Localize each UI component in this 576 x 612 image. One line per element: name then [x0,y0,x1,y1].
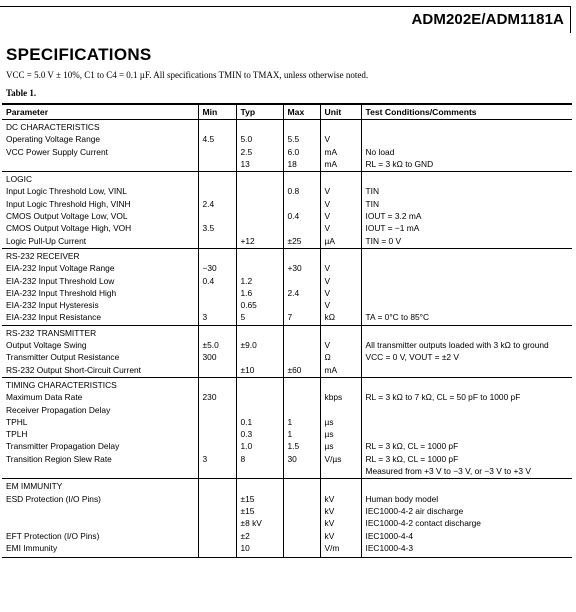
empty-cell [320,377,361,392]
typ-cell: 8 [236,454,283,466]
section-header-row [2,172,572,187]
typ-cell [236,186,283,198]
parameter-cell [2,466,198,479]
max-cell: 1 [283,429,320,441]
condition-cell: RL = 3 kΩ to GND [361,159,572,172]
parameter-cell: TPLH [6,429,28,440]
unit-cell: V [320,276,361,288]
typ-cell: 10 [236,543,283,558]
empty-cell [283,120,320,135]
typ-cell [236,199,283,211]
table-row [2,223,572,235]
min-cell [198,147,236,159]
typ-cell [236,263,283,275]
unit-cell [320,405,361,417]
condition-cell: RL = 3 kΩ, CL = 1000 pF [361,441,572,453]
unit-cell: V/µs [320,454,361,466]
condition-cell [361,300,572,312]
table-row [2,276,572,288]
min-cell [198,518,236,530]
section-title: TIMING CHARACTERISTICS [2,377,198,392]
empty-cell [236,172,283,187]
empty-cell [236,325,283,340]
table-row [2,263,572,275]
condition-cell: TIN [361,199,572,211]
max-cell: 0.4 [283,211,320,223]
unit-cell: kV [320,531,361,543]
table-row [2,312,572,325]
min-cell [198,405,236,417]
parameter-cell: Input Logic Threshold High, VINH [6,198,131,209]
table-row [2,340,572,352]
unit-cell: kbps [320,392,361,404]
typ-cell: +12 [236,236,283,249]
min-cell [198,543,236,558]
section-header-row [2,120,572,135]
parameter-cell: EIA-232 Input Voltage Range [6,263,115,274]
max-cell [283,531,320,543]
typ-cell: ±8 kV [236,518,283,530]
empty-cell [283,172,320,187]
empty-cell [361,248,572,263]
table-row [2,236,572,249]
empty-cell [236,479,283,494]
unit-cell [320,466,361,479]
typ-cell: 0.65 [236,300,283,312]
parameter-cell: Input Logic Threshold Low, VINL [6,186,127,197]
table-row [2,365,572,378]
unit-cell: mA [320,159,361,172]
condition-cell: IEC1000-4-3 [361,543,572,558]
parameter-cell: EIA-232 Input Threshold High [6,287,117,298]
part-number: ADM202E/ADM1181A [411,11,564,28]
max-cell [283,494,320,506]
condition-cell: TIN [361,186,572,198]
parameter-cell: VCC Power Supply Current [6,146,108,157]
table-header-row [2,104,572,120]
empty-cell [320,120,361,135]
max-cell [283,506,320,518]
condition-cell: All transmitter outputs loaded with 3 kΩ to ground [361,340,572,352]
unit-cell: Ω [320,352,361,364]
min-cell: 3 [198,454,236,466]
typ-cell [236,223,283,235]
table-row [2,186,572,198]
unit-cell: kΩ [320,312,361,325]
typ-cell: ±10 [236,365,283,378]
typ-cell [236,392,283,404]
page-title: SPECIFICATIONS [6,45,152,64]
column-header: Max [283,104,320,120]
parameter-cell: RS-232 Output Short-Circuit Current [6,364,141,375]
parameter-cell: CMOS Output Voltage High, VOH [6,223,132,234]
max-cell [283,405,320,417]
condition-cell [361,134,572,146]
empty-cell [283,325,320,340]
min-cell: 2.4 [198,199,236,211]
parameter-cell: Maximum Data Rate [6,392,83,403]
typ-cell: 13 [236,159,283,172]
min-cell: 4.5 [198,134,236,146]
min-cell [198,300,236,312]
parameter-cell: CMOS Output Voltage Low, VOL [6,211,128,222]
table-row [2,454,572,466]
parameter-cell: EIA-232 Input Resistance [6,312,101,323]
condition-cell: No load [361,147,572,159]
parameter-cell: Operating Voltage Range [6,134,101,145]
unit-cell: V [320,263,361,275]
min-cell [198,236,236,249]
max-cell: ±25 [283,236,320,249]
empty-cell [283,248,320,263]
max-cell [283,223,320,235]
empty-cell [198,377,236,392]
section-header-row [2,248,572,263]
table-row [2,288,572,300]
min-cell: 3.5 [198,223,236,235]
conditions-note: VCC = 5.0 V ± 10%, C1 to C4 = 0.1 µF. All specifications TMIN to TMAX, unless otherwise noted. [6,70,369,80]
table-row [2,506,572,518]
max-cell: 5.5 [283,134,320,146]
typ-cell: ±15 [236,494,283,506]
parameter-cell: EMI Immunity [2,543,198,558]
unit-cell: µs [320,429,361,441]
table-row [2,211,572,223]
condition-cell: Measured from +3 V to −3 V, or −3 V to +3 V [361,466,572,479]
empty-cell [198,479,236,494]
table-row [2,159,572,172]
unit-cell: V [320,288,361,300]
unit-cell: µs [320,441,361,453]
max-cell: 7 [283,312,320,325]
min-cell [198,417,236,429]
column-header: Unit [320,104,361,120]
max-cell: 18 [283,159,320,172]
max-cell: 30 [283,454,320,466]
min-cell [198,186,236,198]
min-cell [198,288,236,300]
condition-cell: Human body model [361,494,572,506]
table-row [2,441,572,453]
table-row [2,466,572,479]
section-title: RS-232 TRANSMITTER [2,325,198,340]
condition-cell [361,276,572,288]
column-header: Parameter [2,104,198,120]
parameter-cell [2,159,198,172]
unit-cell: V/m [320,543,361,558]
unit-cell: V [320,300,361,312]
max-cell [283,466,320,479]
table-row [2,543,572,558]
min-cell [198,531,236,543]
specifications-table [2,103,572,558]
table-row [2,300,572,312]
typ-cell: ±15 [236,506,283,518]
condition-cell: IEC1000-4-2 contact discharge [361,518,572,530]
table-row [2,147,572,159]
condition-cell: VCC = 0 V, VOUT = ±2 V [361,352,572,364]
empty-cell [320,479,361,494]
unit-cell: kV [320,494,361,506]
empty-cell [283,479,320,494]
typ-cell: 1.2 [236,276,283,288]
empty-cell [320,248,361,263]
typ-cell: ±9.0 [236,340,283,352]
section-title: DC CHARACTERISTICS [2,120,198,135]
max-cell: ±60 [283,365,320,378]
column-header: Min [198,104,236,120]
unit-cell: V [320,211,361,223]
condition-cell: RL = 3 kΩ to 7 kΩ, CL = 50 pF to 1000 pF [361,392,572,404]
max-cell [283,300,320,312]
condition-cell [361,417,572,429]
parameter-cell [2,506,198,518]
typ-cell: 5.0 [236,134,283,146]
typ-cell: 1.6 [236,288,283,300]
parameter-cell: TPHL [6,416,28,427]
parameter-cell: EIA-232 Input Hysteresis [6,300,99,311]
max-cell [283,392,320,404]
section-header-row [2,479,572,494]
condition-cell: TA = 0°C to 85°C [361,312,572,325]
max-cell [283,340,320,352]
table-body [2,120,572,558]
table-row [2,405,572,417]
min-cell: 3 [198,312,236,325]
min-cell [198,159,236,172]
typ-cell: 0.3 [236,429,283,441]
section-header-row [2,377,572,392]
unit-cell: V [320,223,361,235]
empty-cell [236,120,283,135]
parameter-cell: Output Voltage Swing [6,340,87,351]
empty-cell [361,479,572,494]
section-title: LOGIC [2,172,198,187]
min-cell: ±5.0 [198,340,236,352]
table-row [2,392,572,404]
min-cell [198,211,236,223]
min-cell [198,365,236,378]
section-title: EM IMMUNITY [2,479,198,494]
condition-cell: RL = 3 kΩ, CL = 1000 pF [361,454,572,466]
max-cell [283,518,320,530]
table-row [2,518,572,530]
column-header: Test Conditions/Comments [361,104,572,120]
parameter-cell: Transmitter Output Resistance [6,352,120,363]
page-header [0,6,571,33]
condition-cell: IEC1000-4-4 [361,531,572,543]
parameter-cell: ESD Protection (I/O Pins) [6,493,101,504]
typ-cell: 2.5 [236,147,283,159]
max-cell [283,276,320,288]
parameter-cell: EFT Protection (I/O Pins) [6,530,100,541]
unit-cell: µA [320,236,361,249]
max-cell [283,543,320,558]
empty-cell [361,120,572,135]
section-header-row [2,325,572,340]
table-row [2,531,572,543]
table-row [2,352,572,364]
empty-cell [198,325,236,340]
typ-cell: 1.0 [236,441,283,453]
empty-cell [320,172,361,187]
unit-cell: mA [320,365,361,378]
parameter-cell: Transition Region Slew Rate [6,453,112,464]
empty-cell [283,377,320,392]
empty-cell [361,325,572,340]
condition-cell [361,263,572,275]
unit-cell: V [320,134,361,146]
empty-cell [198,172,236,187]
unit-cell: V [320,186,361,198]
min-cell: −30 [198,263,236,275]
typ-cell: 0.1 [236,417,283,429]
max-cell: 1.5 [283,441,320,453]
parameter-cell: EIA-232 Input Threshold Low [6,275,115,286]
column-header: Typ [236,104,283,120]
min-cell [198,466,236,479]
empty-cell [236,377,283,392]
min-cell [198,441,236,453]
table-row [2,199,572,211]
empty-cell [361,172,572,187]
empty-cell [198,120,236,135]
typ-cell [236,352,283,364]
condition-cell [361,365,572,378]
min-cell [198,429,236,441]
min-cell: 230 [198,392,236,404]
parameter-cell [2,518,198,530]
unit-cell: kV [320,506,361,518]
unit-cell: mA [320,147,361,159]
table-row [2,134,572,146]
empty-cell [198,248,236,263]
max-cell: 2.4 [283,288,320,300]
parameter-cell: Transmitter Propagation Delay [6,441,120,452]
min-cell: 0.4 [198,276,236,288]
table-label: Table 1. [6,88,37,98]
table-row [2,429,572,441]
condition-cell: IOUT = 3.2 mA [361,211,572,223]
typ-cell: ±2 [236,531,283,543]
condition-cell: IOUT = −1 mA [361,223,572,235]
table-row [2,494,572,506]
table-row [2,417,572,429]
empty-cell [236,248,283,263]
empty-cell [361,377,572,392]
unit-cell: V [320,199,361,211]
typ-cell [236,211,283,223]
condition-cell: TIN = 0 V [361,236,572,249]
max-cell: +30 [283,263,320,275]
condition-cell: IEC1000-4-2 air discharge [361,506,572,518]
section-title: RS-232 RECEIVER [2,248,198,263]
condition-cell [361,405,572,417]
max-cell: 6.0 [283,147,320,159]
max-cell: 1 [283,417,320,429]
min-cell: 300 [198,352,236,364]
condition-cell [361,288,572,300]
unit-cell: µs [320,417,361,429]
min-cell [198,506,236,518]
typ-cell [236,466,283,479]
max-cell: 0.8 [283,186,320,198]
unit-cell: V [320,340,361,352]
typ-cell [236,405,283,417]
unit-cell: kV [320,518,361,530]
parameter-cell: Receiver Propagation Delay [6,404,111,415]
typ-cell: 5 [236,312,283,325]
max-cell [283,352,320,364]
min-cell [198,494,236,506]
empty-cell [320,325,361,340]
max-cell [283,199,320,211]
parameter-cell: Logic Pull-Up Current [6,235,87,246]
condition-cell [361,429,572,441]
